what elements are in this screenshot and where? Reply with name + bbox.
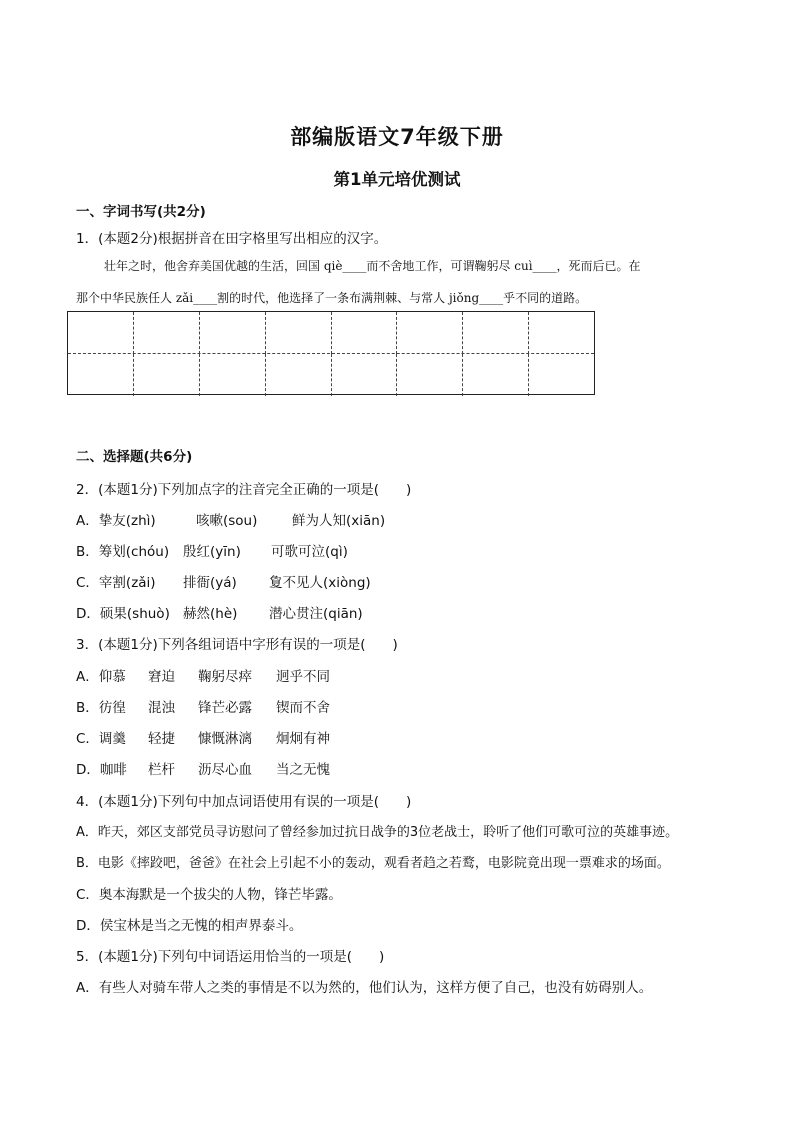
- question-4-option-a[interactable]: A．昨天，郊区支部党员寻访慰问了曾经参加过抗日战争的3位老战士，聆听了他们可歌可泣的英雄事迹。: [76, 825, 679, 840]
- grid-cell[interactable]: [134, 354, 200, 396]
- question-5-stem: 5．(本题1分)下列句中词语运用恰当的一项是( ): [76, 949, 385, 965]
- grid-midline: [68, 353, 594, 354]
- question-3-option-d[interactable]: D．咖啡 栏杆 沥尽心血 当之无愧: [76, 762, 330, 778]
- page-title: 部编版语文7年级下册: [290, 125, 504, 149]
- grid-cell[interactable]: [332, 354, 398, 396]
- grid-cell[interactable]: [200, 354, 266, 396]
- page-subtitle: 第1单元培优测试: [333, 170, 461, 189]
- question-4-stem: 4．(本题1分)下列句中加点词语使用有误的一项是( ): [76, 794, 412, 810]
- question-5-option-a[interactable]: A．有些人对骑车带人之类的事情是不以为然的，他们认为，这样方便了自己，也没有妨碍别人。: [76, 980, 653, 996]
- section-heading-2: 二、选择题(共6分): [76, 449, 193, 465]
- grid-row-bottom: [68, 354, 594, 396]
- tianzige-writing-grid[interactable]: [67, 311, 595, 395]
- question-3-stem: 3．(本题1分)下列各组词语中字形有误的一项是( ): [76, 637, 398, 653]
- grid-cell[interactable]: [397, 312, 463, 354]
- grid-cell[interactable]: [529, 354, 594, 396]
- question-2-option-c[interactable]: C．宰割(zǎi) 排衙(yá) 夐不见人(xiòng): [76, 575, 371, 591]
- grid-cell[interactable]: [134, 312, 200, 354]
- question-4-option-b[interactable]: B．电影《摔跤吧，爸爸》在社会上引起不小的轰动，观看者趋之若鹜，电影院竟出现一票难求的场面。: [76, 856, 670, 871]
- question-2-stem: 2．(本题1分)下列加点字的注音完全正确的一项是( ): [76, 482, 412, 498]
- question-3-option-b[interactable]: B．彷徨 混浊 锋芒必露 锲而不舍: [76, 700, 330, 716]
- question-2-option-d[interactable]: D．硕果(shuò) 赫然(hè) 潜心贯注(qiān): [76, 606, 363, 622]
- grid-cell[interactable]: [463, 312, 529, 354]
- question-4-option-d[interactable]: D．侯宝林是当之无愧的相声界泰斗。: [76, 918, 303, 934]
- grid-cell[interactable]: [397, 354, 463, 396]
- grid-cell[interactable]: [68, 312, 134, 354]
- question-2-option-a[interactable]: A．挚友(zhì) 咳嗽(sou) 鲜为人知(xiān): [76, 513, 386, 529]
- grid-cell[interactable]: [68, 354, 134, 396]
- question-1-passage-line-1: 壮年之时，他舍弃美国优越的生活，回国 qiè____而不舍地工作，可谓鞠躬尽 cuì____，死而后已。在: [104, 259, 641, 273]
- question-4-option-c[interactable]: C．奥本海默是一个拔尖的人物，锋芒毕露。: [76, 887, 342, 903]
- grid-cell[interactable]: [266, 312, 332, 354]
- question-3-option-a[interactable]: A．仰慕 窘迫 鞠躬尽瘁 迥乎不同: [76, 669, 330, 685]
- grid-cell[interactable]: [529, 312, 594, 354]
- grid-cell[interactable]: [266, 354, 332, 396]
- question-1-stem: 1．(本题2分)根据拼音在田字格里写出相应的汉字。: [76, 231, 388, 247]
- question-3-option-c[interactable]: C．调羹 轻捷 慷慨淋漓 炯炯有神: [76, 731, 330, 747]
- question-2-option-b[interactable]: B．筹划(chóu) 殷红(yīn) 可歌可泣(qì): [76, 544, 348, 560]
- grid-cell[interactable]: [200, 312, 266, 354]
- grid-cell[interactable]: [332, 312, 398, 354]
- section-heading-1: 一、字词书写(共2分): [76, 204, 206, 220]
- question-1-passage-line-2: 那个中华民族任人 zǎi____割的时代，他选择了一条布满荆棘、与常人 jiǒng____乎不同的道路。: [76, 291, 588, 305]
- grid-row-top: [68, 312, 594, 354]
- grid-cell[interactable]: [463, 354, 529, 396]
